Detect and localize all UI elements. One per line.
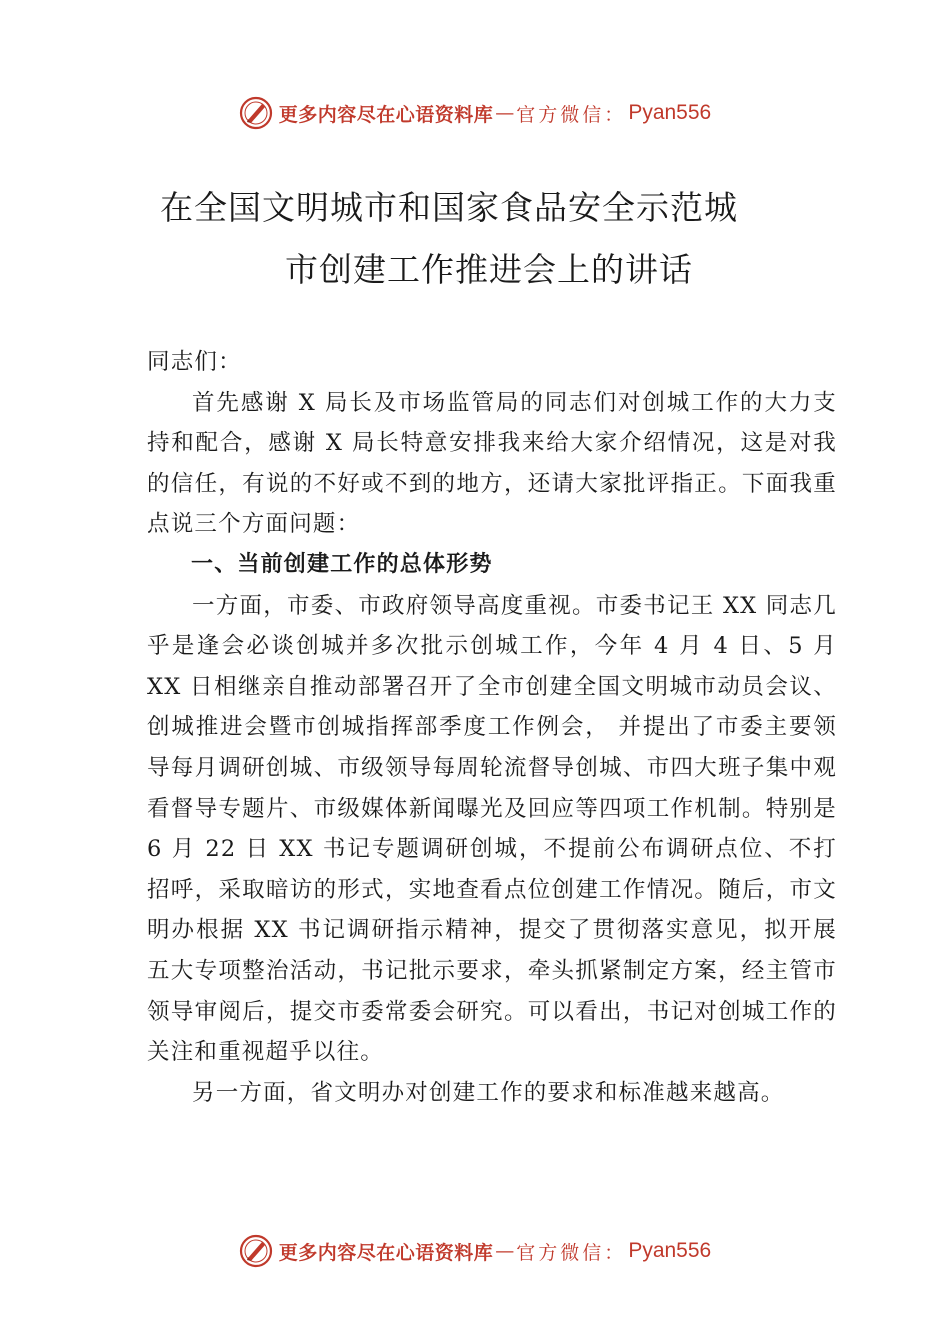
banner-account: Pyan556 [628, 1239, 712, 1262]
banner-dash: — [495, 102, 515, 124]
document-title-line-2: 市创建工作推进会上的讲话 [285, 250, 693, 289]
bottom-banner [0, 1231, 950, 1271]
top-banner [0, 93, 950, 133]
paragraph-intro: 首先感谢 X 局长及市场监管局的同志们对创城工作的大力支持和配合，感谢 X 局长特意安排我来给大家介绍情况，这是对我的信任，有说的不好或不到的地方，还请大家批评指正。下面我重点说三个方面问题： [147, 389, 837, 538]
document-body [147, 342, 837, 1113]
brand-logo-icon [239, 96, 273, 130]
banner-wechat-label: 官方微信： [516, 103, 627, 126]
banner-brand: 更多内容尽在心语资料库 [278, 103, 494, 126]
paragraph-provincial: 另一方面，省文明办对创建工作的要求和标准越来越高。 [192, 1079, 785, 1106]
banner-wechat-label: 官方微信： [516, 1241, 627, 1264]
salutation: 同志们： [147, 349, 242, 375]
banner-dash: — [495, 1240, 515, 1262]
paragraph-leadership: 一方面，市委、市政府领导高度重视。市委书记王 XX 同志几乎是逢会必谈创城并多次批示创城工作，今年 4 月 4 日、5 月 XX 日相继亲自推动部署召开了全市创建全国文明城市动员会议、创城推进会暨市创城指挥部季度工作例会， 并提出了市委主要领导每月调研创城、市级领导每周轮流督导创城、市四大班子集中观看督导专题片、市级媒体新闻曝光及回应等四项工作机制。特别是 6 月 22 日 XX 书记专题调研创城，不提前公布调研点位、不打招呼，采取暗访的形式，实地查看点位创建工作情况。随后，市文明办根据 XX 书记调研指示精神，提交了贯彻落实意见，拟开展五大专项整治活动，书记批示要求，牵头抓紧制定方案，经主管市领导审阅后，提交市委常委会研究。可以看出，书记对创城工作的关注和重视超乎以往。 [147, 592, 837, 1066]
brand-logo-icon [239, 1234, 273, 1268]
document-title-line-1: 在全国文明城市和国家食品安全示范城 [160, 188, 738, 227]
banner-brand: 更多内容尽在心语资料库 [278, 1241, 494, 1264]
section-heading-1: 一、当前创建工作的总体形势 [191, 551, 493, 577]
banner-account: Pyan556 [628, 101, 712, 124]
